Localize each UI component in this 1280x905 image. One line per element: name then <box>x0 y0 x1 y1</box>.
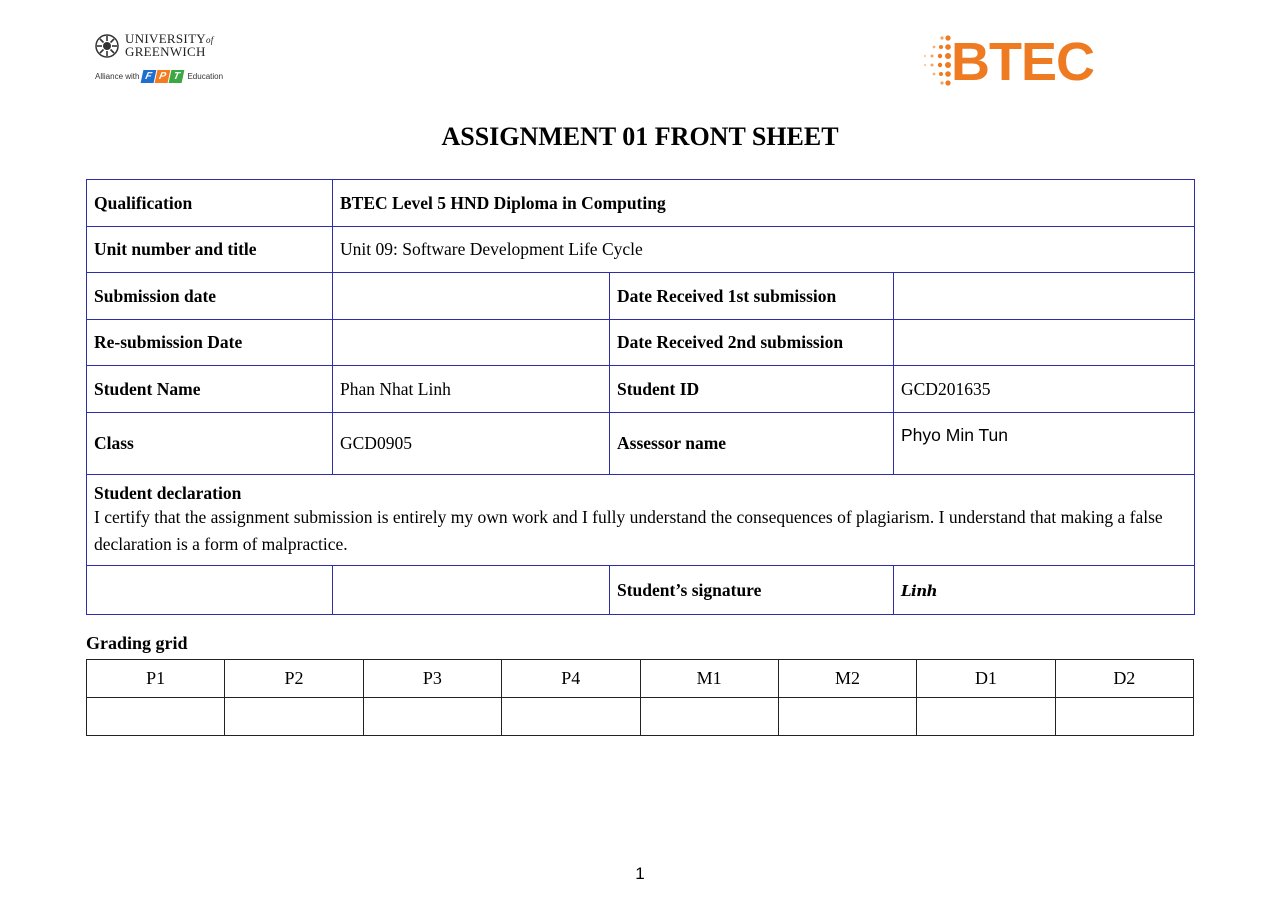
assessor-label: Assessor name <box>610 413 894 475</box>
unit-value: Unit 09: Software Development Life Cycle <box>333 227 1195 273</box>
grade-header-p4: P4 <box>502 660 640 698</box>
class-row <box>87 413 1195 475</box>
grade-value-d2 <box>1055 698 1193 736</box>
grade-value-d1 <box>917 698 1055 736</box>
class-label: Class <box>87 413 333 475</box>
front-sheet-table <box>86 179 1195 615</box>
qualification-label: Qualification <box>87 180 333 227</box>
grade-header-d2: D2 <box>1055 660 1193 698</box>
student-id-label: Student ID <box>610 366 894 413</box>
grading-grid-label: Grading grid <box>86 633 188 653</box>
resubmission-date-label: Re-submission Date <box>87 320 333 366</box>
signature-label: Student’s signature <box>610 566 894 615</box>
unit-row <box>87 227 1195 273</box>
signature-row <box>87 566 1195 615</box>
signature-cell <box>894 566 1195 615</box>
grade-header-p1: P1 <box>87 660 225 698</box>
student-row <box>87 366 1195 413</box>
grade-value-m2 <box>778 698 916 736</box>
declaration-text: I certify that the assignment submission is entirely my own work and I fully understand the consequences of plagiarism. I understand that making a false declaration is a form of malpractice. <box>94 506 1163 554</box>
date-received-1-label: Date Received 1st submission <box>610 273 894 320</box>
grade-header-m1: M1 <box>640 660 778 698</box>
unit-label: Unit number and title <box>87 227 333 273</box>
date-received-2-label: Date Received 2nd submission <box>610 320 894 366</box>
student-signature: Linh <box>901 581 938 600</box>
student-name-value: Phan Nhat Linh <box>333 366 610 413</box>
grade-value-p4 <box>502 698 640 736</box>
grade-value-m1 <box>640 698 778 736</box>
date-received-1-value <box>894 273 1195 320</box>
qualification-value: BTEC Level 5 HND Diploma in Computing <box>333 180 1195 227</box>
grade-value-p3 <box>363 698 501 736</box>
declaration-cell <box>87 475 1195 566</box>
assessor-value: Phyo Min Tun <box>894 413 1195 475</box>
grading-grid-table <box>86 659 1194 736</box>
date-received-2-value <box>894 320 1195 366</box>
submission-date-row <box>87 273 1195 320</box>
resubmission-date-row <box>87 320 1195 366</box>
greenwich-crest-icon <box>95 34 119 58</box>
class-value: GCD0905 <box>333 413 610 475</box>
page-title: ASSIGNMENT 01 FRONT SHEET <box>441 122 839 151</box>
declaration-row <box>87 475 1195 566</box>
student-id-value: GCD201635 <box>894 366 1195 413</box>
btec-dots-icon <box>918 30 952 94</box>
submission-date-value <box>333 273 610 320</box>
student-name-label: Student Name <box>87 366 333 413</box>
signature-empty-cell-2 <box>333 566 610 615</box>
resubmission-date-value <box>333 320 610 366</box>
signature-empty-cell-1 <box>87 566 333 615</box>
grading-header-row <box>87 660 1194 698</box>
qualification-row <box>87 180 1195 227</box>
university-of-greenwich-logo: UNIVERSITYof GREENWICH Alliance with F P T Education <box>95 31 224 82</box>
btec-logo: BTEC <box>918 30 1108 94</box>
grade-header-d1: D1 <box>917 660 1055 698</box>
grade-value-p1 <box>87 698 225 736</box>
fpt-logo: F P T <box>142 70 184 83</box>
declaration-heading: Student declaration <box>94 482 242 503</box>
submission-date-label: Submission date <box>87 273 333 320</box>
grade-header-p2: P2 <box>225 660 363 698</box>
grade-value-p2 <box>225 698 363 736</box>
grade-header-m2: M2 <box>778 660 916 698</box>
grade-header-p3: P3 <box>363 660 501 698</box>
page-number: 1 <box>635 864 645 883</box>
grading-value-row <box>87 698 1194 736</box>
